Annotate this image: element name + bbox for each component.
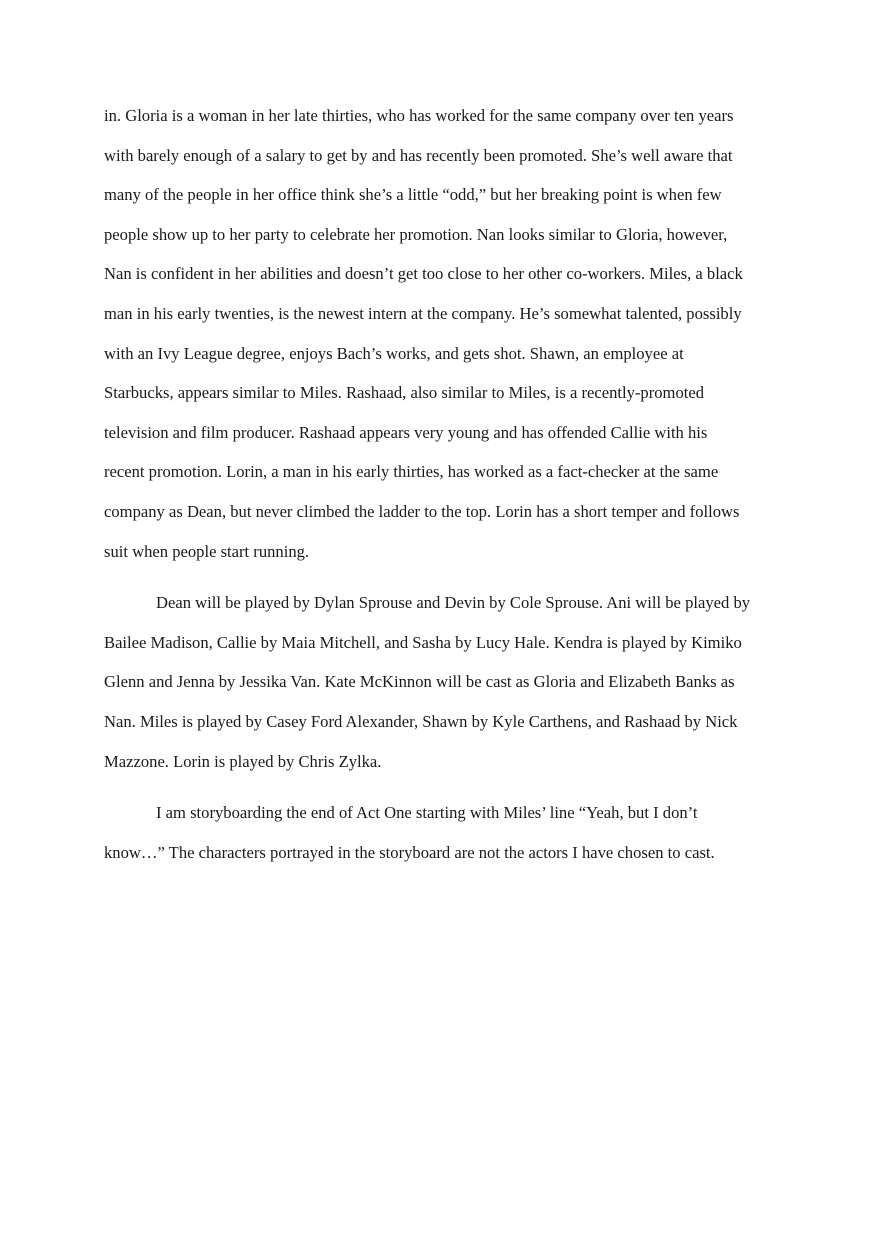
text-line: with an Ivy League degree, enjoys Bach’s works, and gets shot. Shawn, an employee at: [104, 343, 684, 363]
text-line: Mazzone. Lorin is played by Chris Zylka.: [104, 751, 382, 771]
paragraph-spacer: [104, 781, 784, 793]
paragraph-storyboard-note: [104, 793, 784, 872]
text-line: Starbucks, appears similar to Miles. Rashaad, also similar to Miles, is a recently-promoted: [104, 383, 705, 403]
text-line: I am storyboarding the end of Act One starting with Miles’ line “Yeah, but I don’t: [156, 803, 698, 823]
text-line: Nan. Miles is played by Casey Ford Alexander, Shawn by Kyle Carthens, and Rashaad by Nick: [104, 711, 738, 731]
text-line: suit when people start running.: [104, 541, 310, 561]
text-line: recent promotion. Lorin, a man in his early thirties, has worked as a fact-checker at the same: [104, 462, 719, 482]
text-line: in. Gloria is a woman in her late thirties, who has worked for the same company over ten years: [104, 106, 734, 125]
document-body: [104, 96, 784, 872]
text-line: many of the people in her office think she’s a little “odd,” but her breaking point is when few: [104, 185, 722, 205]
text-line: television and film producer. Rashaad appears very young and has offended Callie with his: [104, 422, 708, 442]
paragraph-spacer: [104, 571, 784, 583]
text-line: man in his early twenties, is the newest intern at the company. He’s somewhat talented, possibly: [104, 303, 742, 323]
paragraph-character-descriptions: [104, 96, 784, 571]
paragraph-casting: [104, 583, 784, 781]
text-line: Dean will be played by Dylan Sprouse and Devin by Cole Sprouse. Ani will be played by: [156, 593, 751, 613]
text-line: people show up to her party to celebrate her promotion. Nan looks similar to Gloria, however,: [104, 224, 728, 244]
text-line: know…” The characters portrayed in the storyboard are not the actors I have chosen to cast.: [104, 842, 715, 862]
text-line: Glenn and Jenna by Jessika Van. Kate McKinnon will be cast as Gloria and Elizabeth Banks as: [104, 672, 735, 692]
text-line: Bailee Madison, Callie by Maia Mitchell, and Sasha by Lucy Hale. Kendra is played by Kimiko: [104, 632, 742, 652]
text-line: company as Dean, but never climbed the ladder to the top. Lorin has a short temper and follows: [104, 501, 740, 521]
text-line: Nan is confident in her abilities and doesn’t get too close to her other co-workers. Miles, a black: [104, 264, 743, 284]
text-line: with barely enough of a salary to get by and has recently been promoted. She’s well aware that: [104, 145, 733, 165]
